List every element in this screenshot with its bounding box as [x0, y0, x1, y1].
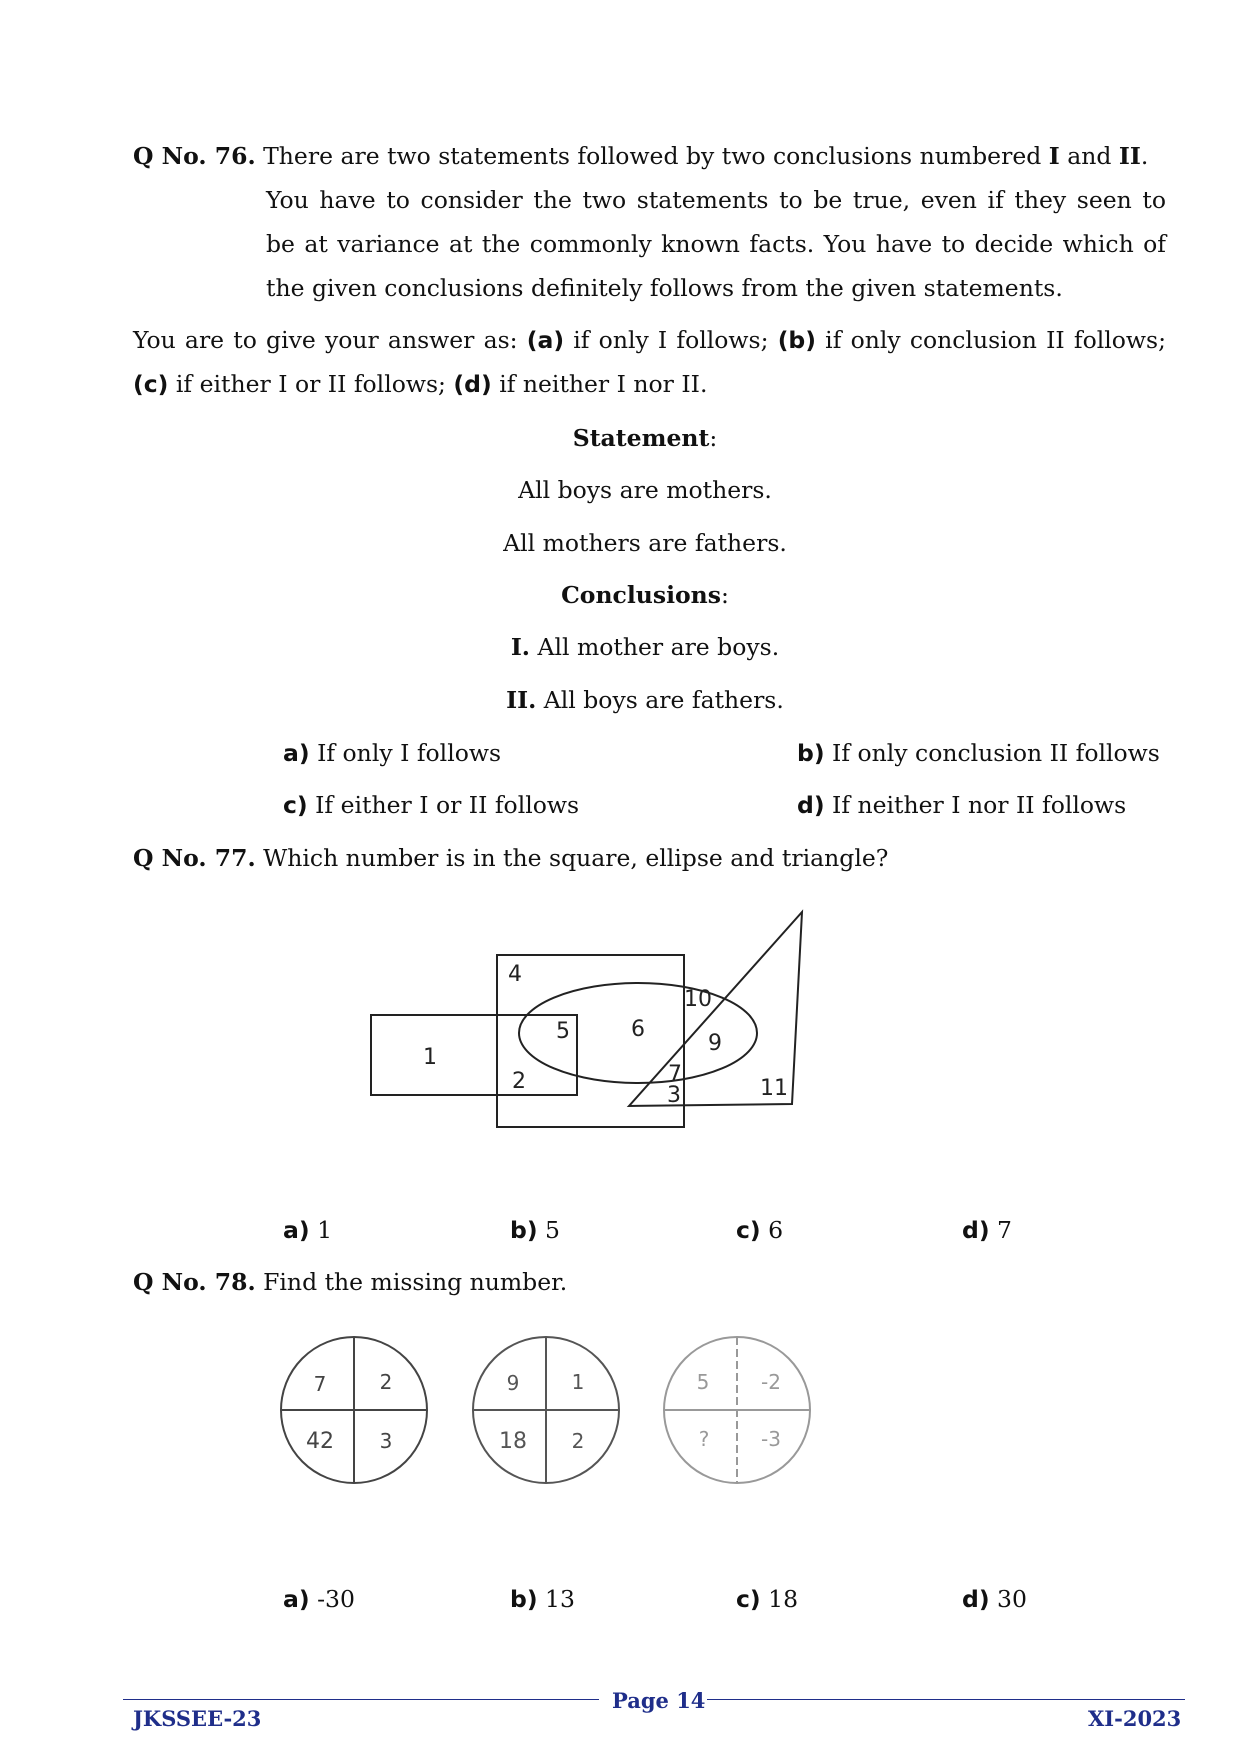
- statement-2: All mothers are fathers.: [503, 529, 787, 557]
- fig-number: 11: [760, 1076, 788, 1101]
- text-segment: I: [1048, 142, 1060, 170]
- q76-option-d[interactable]: d) If neither I nor II follows: [797, 791, 1127, 819]
- q77-label: Q No. 77.: [133, 844, 256, 872]
- statement-1: All boys are mothers.: [518, 476, 772, 504]
- q77-option-b[interactable]: b) 5: [510, 1216, 560, 1244]
- q78-option-c[interactable]: c) 18: [736, 1585, 799, 1613]
- q76-option-a[interactable]: a) If only I follows: [283, 739, 502, 767]
- fig-number: 5: [556, 1019, 570, 1044]
- fig-number: 2: [512, 1069, 526, 1094]
- circle-number: -2: [761, 1370, 781, 1394]
- conclusion-1: I. All mother are boys.: [510, 633, 780, 661]
- text-segment: There are two statements followed by two conclusions numbered: [263, 142, 1049, 170]
- circle-number: 2: [379, 1370, 393, 1394]
- text-segment: and: [1059, 142, 1119, 170]
- statement-heading: Statement:: [572, 424, 718, 452]
- q76-label: Q No. 76.: [133, 142, 256, 170]
- footer-exam-code: JKSSEE-23: [133, 1706, 262, 1731]
- q78-question: Q No. 78. Find the missing number.: [133, 1268, 568, 1296]
- q77-option-d[interactable]: d) 7: [962, 1216, 1012, 1244]
- fig-number: 6: [631, 1017, 645, 1042]
- text-segment: (c): [133, 370, 169, 398]
- circle-number: 9: [506, 1371, 520, 1395]
- circle-number: 5: [696, 1370, 710, 1394]
- q78-option-d[interactable]: d) 30: [962, 1585, 1027, 1613]
- fig-number: 7: [668, 1062, 682, 1087]
- page-number: Page 14: [612, 1688, 706, 1713]
- footer-rule-right: [707, 1699, 1185, 1700]
- circle-number: ?: [698, 1427, 710, 1451]
- q78-option-a[interactable]: a) -30: [283, 1585, 355, 1613]
- q77-question: Q No. 77. Which number is in the square, ellipse and triangle?: [133, 844, 889, 872]
- text-segment: II: [1118, 142, 1141, 170]
- q76-line-1: You have to consider the two statements to be true, even if they seen to: [266, 186, 1166, 214]
- q76-option-c[interactable]: c) If either I or II follows: [283, 791, 580, 819]
- q77-option-c[interactable]: c) 6: [736, 1216, 784, 1244]
- text-segment: if either I or II follows;: [168, 370, 454, 398]
- fig-number: 9: [708, 1031, 722, 1056]
- fig-number: 4: [508, 962, 522, 987]
- circle-number: 18: [499, 1429, 527, 1454]
- circle-number: 1: [571, 1370, 585, 1394]
- text-segment: if only I follows;: [564, 326, 778, 354]
- fig-number: 10: [684, 987, 712, 1012]
- number-circle-1: [281, 1337, 427, 1483]
- circle-number: -3: [761, 1427, 781, 1451]
- text-segment: if neither I nor II.: [491, 370, 708, 398]
- q78-label: Q No. 78.: [133, 1268, 256, 1296]
- conclusions-heading: Conclusions:: [561, 581, 729, 609]
- number-circle-2: [473, 1337, 619, 1483]
- text-segment: (a): [526, 326, 565, 354]
- text-segment: You are to give your answer as:: [133, 326, 527, 354]
- text-segment: (d): [453, 370, 492, 398]
- circle-number: 3: [379, 1429, 393, 1453]
- fig-number: 3: [667, 1083, 681, 1108]
- q76-line-3: the given conclusions definitely follows from the given statements.: [266, 274, 1063, 302]
- text-segment: if only conclusion II follows;: [816, 326, 1166, 354]
- circle-number: 2: [571, 1429, 585, 1453]
- conclusion-2: II. All boys are fathers.: [506, 686, 784, 714]
- number-circle-3: [664, 1337, 810, 1483]
- fig-number: 1: [423, 1045, 437, 1070]
- footer-rule-left: [123, 1699, 599, 1700]
- footer-class-year: XI-2023: [1088, 1706, 1182, 1731]
- text-segment: (b): [777, 326, 816, 354]
- q76-line-2: be at variance at the commonly known facts. You have to decide which of: [266, 230, 1166, 258]
- circle-number: 7: [313, 1372, 327, 1396]
- circle-number: 42: [306, 1429, 334, 1454]
- q76-option-b[interactable]: b) If only conclusion II follows: [797, 739, 1160, 767]
- q78-option-b[interactable]: b) 13: [510, 1585, 575, 1613]
- text-segment: .: [1140, 142, 1149, 170]
- q77-option-a[interactable]: a) 1: [283, 1216, 333, 1244]
